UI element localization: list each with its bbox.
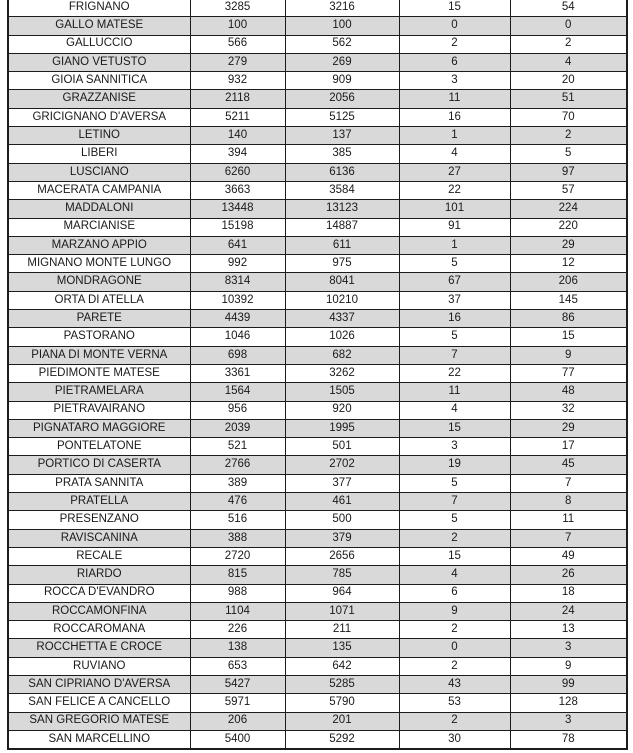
value-cell: 1505 [285,383,399,401]
value-cell: 11 [399,383,510,401]
table-row [8,181,627,199]
table-row [8,566,627,584]
value-cell: 1564 [190,383,285,401]
value-cell: 27 [399,163,510,181]
value-cell: 956 [190,401,285,419]
municipality-name-cell: ROCCA D'EVANDRO [8,584,190,602]
table-row [8,529,627,547]
municipality-name-cell: RIARDO [8,566,190,584]
municipality-name-cell: GALLO MATESE [8,17,190,35]
value-cell: 128 [510,694,627,712]
value-cell: 70 [510,108,627,126]
value-cell: 641 [190,236,285,254]
value-cell: 13 [510,621,627,639]
table-row [8,163,627,181]
value-cell: 101 [399,200,510,218]
value-cell: 32 [510,401,627,419]
municipality-name-cell: GALLUCCIO [8,35,190,53]
table-row [8,602,627,620]
value-cell: 5 [399,255,510,273]
table-row [8,712,627,730]
value-cell: 22 [399,181,510,199]
value-cell: 642 [285,657,399,675]
value-cell: 8314 [190,273,285,291]
table-row [8,53,627,71]
value-cell: 15 [399,419,510,437]
municipality-name-cell: PARETE [8,310,190,328]
value-cell: 379 [285,529,399,547]
value-cell: 377 [285,474,399,492]
value-cell: 815 [190,566,285,584]
municipality-name-cell: PIETRAVAIRANO [8,401,190,419]
municipality-name-cell: PONTELATONE [8,438,190,456]
value-cell: 14887 [285,218,399,236]
value-cell: 4439 [190,310,285,328]
value-cell: 3 [510,712,627,730]
value-cell: 394 [190,145,285,163]
value-cell: 13448 [190,200,285,218]
value-cell: 521 [190,438,285,456]
value-cell: 566 [190,35,285,53]
table-row [8,145,627,163]
value-cell: 988 [190,584,285,602]
municipality-name-cell: GIOIA SANNITICA [8,72,190,90]
value-cell: 15 [399,0,510,17]
value-cell: 2039 [190,419,285,437]
value-cell: 2 [510,35,627,53]
value-cell: 3361 [190,364,285,382]
table-row [8,90,627,108]
municipality-name-cell: ROCCHETTA E CROCE [8,639,190,657]
municipality-name-cell: RAVISCANINA [8,529,190,547]
table-row [8,456,627,474]
value-cell: 6136 [285,163,399,181]
value-cell: 226 [190,621,285,639]
table-row [8,273,627,291]
value-cell: 54 [510,0,627,17]
municipality-name-cell: PIGNATARO MAGGIORE [8,419,190,437]
value-cell: 22 [399,364,510,382]
table-row [8,218,627,236]
value-cell: 15 [399,547,510,565]
value-cell: 932 [190,72,285,90]
value-cell: 1071 [285,602,399,620]
value-cell: 2702 [285,456,399,474]
value-cell: 43 [399,675,510,693]
table-row [8,236,627,254]
value-cell: 389 [190,474,285,492]
value-cell: 16 [399,108,510,126]
municipality-name-cell: FRIGNANO [8,0,190,17]
value-cell: 2720 [190,547,285,565]
value-cell: 137 [285,127,399,145]
value-cell: 3 [399,438,510,456]
value-cell: 2 [399,657,510,675]
value-cell: 476 [190,493,285,511]
value-cell: 4 [510,53,627,71]
value-cell: 385 [285,145,399,163]
value-cell: 2 [399,621,510,639]
value-cell: 7 [510,529,627,547]
municipality-name-cell: PIANA DI MONTE VERNA [8,346,190,364]
value-cell: 91 [399,218,510,236]
value-cell: 20 [510,72,627,90]
value-cell: 2766 [190,456,285,474]
table-body [8,0,627,749]
value-cell: 145 [510,291,627,309]
value-cell: 17 [510,438,627,456]
municipality-data-table [7,0,628,750]
value-cell: 11 [399,90,510,108]
municipality-name-cell: PIEDIMONTE MATESE [8,364,190,382]
table-row [8,657,627,675]
value-cell: 78 [510,730,627,749]
value-cell: 5292 [285,730,399,749]
value-cell: 13123 [285,200,399,218]
table-row [8,401,627,419]
value-cell: 10210 [285,291,399,309]
value-cell: 653 [190,657,285,675]
value-cell: 220 [510,218,627,236]
table-row [8,255,627,273]
municipality-name-cell: GRAZZANISE [8,90,190,108]
value-cell: 86 [510,310,627,328]
value-cell: 461 [285,493,399,511]
value-cell: 0 [510,17,627,35]
municipality-name-cell: PRATA SANNITA [8,474,190,492]
value-cell: 500 [285,511,399,529]
municipality-name-cell: MARCIANISE [8,218,190,236]
value-cell: 3262 [285,364,399,382]
value-cell: 1995 [285,419,399,437]
value-cell: 11 [510,511,627,529]
value-cell: 1026 [285,328,399,346]
value-cell: 138 [190,639,285,657]
value-cell: 4 [399,566,510,584]
municipality-name-cell: GRICIGNANO D'AVERSA [8,108,190,126]
value-cell: 2 [399,712,510,730]
value-cell: 698 [190,346,285,364]
municipality-name-cell: GIANO VETUSTO [8,53,190,71]
value-cell: 15198 [190,218,285,236]
value-cell: 29 [510,236,627,254]
value-cell: 5 [399,474,510,492]
value-cell: 4 [399,401,510,419]
value-cell: 206 [190,712,285,730]
value-cell: 7 [399,346,510,364]
table-row [8,17,627,35]
value-cell: 5971 [190,694,285,712]
table-row [8,364,627,382]
value-cell: 1104 [190,602,285,620]
value-cell: 2656 [285,547,399,565]
value-cell: 8041 [285,273,399,291]
value-cell: 29 [510,419,627,437]
table-row [8,310,627,328]
value-cell: 785 [285,566,399,584]
value-cell: 206 [510,273,627,291]
value-cell: 49 [510,547,627,565]
municipality-name-cell: ROCCAROMANA [8,621,190,639]
value-cell: 5 [399,328,510,346]
municipality-name-cell: MARZANO APPIO [8,236,190,254]
table-row [8,639,627,657]
value-cell: 3663 [190,181,285,199]
municipality-name-cell: MACERATA CAMPANIA [8,181,190,199]
municipality-name-cell: MONDRAGONE [8,273,190,291]
municipality-name-cell: PRATELLA [8,493,190,511]
value-cell: 1 [399,236,510,254]
municipality-name-cell: LUSCIANO [8,163,190,181]
table-row [8,72,627,90]
value-cell: 2118 [190,90,285,108]
value-cell: 562 [285,35,399,53]
value-cell: 992 [190,255,285,273]
value-cell: 97 [510,163,627,181]
value-cell: 100 [285,17,399,35]
table-row [8,383,627,401]
value-cell: 135 [285,639,399,657]
value-cell: 964 [285,584,399,602]
value-cell: 26 [510,566,627,584]
municipality-name-cell: PORTICO DI CASERTA [8,456,190,474]
value-cell: 30 [399,730,510,749]
value-cell: 975 [285,255,399,273]
value-cell: 5211 [190,108,285,126]
value-cell: 501 [285,438,399,456]
value-cell: 9 [510,657,627,675]
table-row [8,328,627,346]
value-cell: 920 [285,401,399,419]
table-row [8,0,627,17]
value-cell: 48 [510,383,627,401]
value-cell: 100 [190,17,285,35]
municipality-name-cell: RECALE [8,547,190,565]
table-row [8,346,627,364]
table-row [8,127,627,145]
value-cell: 279 [190,53,285,71]
value-cell: 0 [399,639,510,657]
table-row [8,621,627,639]
municipality-name-cell: PRESENZANO [8,511,190,529]
value-cell: 10392 [190,291,285,309]
value-cell: 67 [399,273,510,291]
value-cell: 388 [190,529,285,547]
municipality-name-cell: RUVIANO [8,657,190,675]
value-cell: 19 [399,456,510,474]
value-cell: 611 [285,236,399,254]
value-cell: 7 [399,493,510,511]
municipality-name-cell: MIGNANO MONTE LUNGO [8,255,190,273]
value-cell: 51 [510,90,627,108]
value-cell: 2056 [285,90,399,108]
municipality-name-cell: SAN CIPRIANO D'AVERSA [8,675,190,693]
municipality-name-cell: MADDALONI [8,200,190,218]
municipality-name-cell: PASTORANO [8,328,190,346]
table-row [8,35,627,53]
table-row [8,511,627,529]
value-cell: 1046 [190,328,285,346]
value-cell: 99 [510,675,627,693]
value-cell: 5400 [190,730,285,749]
value-cell: 4 [399,145,510,163]
value-cell: 77 [510,364,627,382]
value-cell: 8 [510,493,627,511]
municipality-name-cell: SAN FELICE A CANCELLO [8,694,190,712]
value-cell: 682 [285,346,399,364]
value-cell: 5125 [285,108,399,126]
value-cell: 1 [399,127,510,145]
value-cell: 211 [285,621,399,639]
municipality-name-cell: ORTA DI ATELLA [8,291,190,309]
value-cell: 45 [510,456,627,474]
value-cell: 3584 [285,181,399,199]
value-cell: 12 [510,255,627,273]
value-cell: 2 [510,127,627,145]
table-row [8,493,627,511]
value-cell: 3216 [285,0,399,17]
municipality-name-cell: ROCCAMONFINA [8,602,190,620]
value-cell: 3285 [190,0,285,17]
value-cell: 5790 [285,694,399,712]
municipality-name-cell: SAN MARCELLINO [8,730,190,749]
value-cell: 7 [510,474,627,492]
value-cell: 201 [285,712,399,730]
value-cell: 224 [510,200,627,218]
table-row [8,730,627,749]
municipality-name-cell: PIETRAMELARA [8,383,190,401]
table-row [8,108,627,126]
value-cell: 5427 [190,675,285,693]
value-cell: 6260 [190,163,285,181]
value-cell: 5285 [285,675,399,693]
value-cell: 9 [399,602,510,620]
table-row [8,675,627,693]
table-row [8,584,627,602]
value-cell: 6 [399,53,510,71]
table-row [8,547,627,565]
value-cell: 0 [399,17,510,35]
value-cell: 140 [190,127,285,145]
value-cell: 2 [399,35,510,53]
value-cell: 9 [510,346,627,364]
municipality-name-cell: SAN GREGORIO MATESE [8,712,190,730]
table-row [8,694,627,712]
value-cell: 18 [510,584,627,602]
value-cell: 57 [510,181,627,199]
value-cell: 6 [399,584,510,602]
table-row [8,419,627,437]
value-cell: 16 [399,310,510,328]
value-cell: 3 [399,72,510,90]
value-cell: 24 [510,602,627,620]
value-cell: 269 [285,53,399,71]
value-cell: 53 [399,694,510,712]
municipality-name-cell: LETINO [8,127,190,145]
value-cell: 5 [399,511,510,529]
value-cell: 4337 [285,310,399,328]
table-row [8,291,627,309]
municipality-data-table-region [7,0,628,750]
value-cell: 2 [399,529,510,547]
municipality-name-cell: LIBERI [8,145,190,163]
table-row [8,438,627,456]
value-cell: 5 [510,145,627,163]
table-row [8,474,627,492]
value-cell: 909 [285,72,399,90]
value-cell: 516 [190,511,285,529]
value-cell: 3 [510,639,627,657]
value-cell: 37 [399,291,510,309]
table-row [8,200,627,218]
value-cell: 15 [510,328,627,346]
